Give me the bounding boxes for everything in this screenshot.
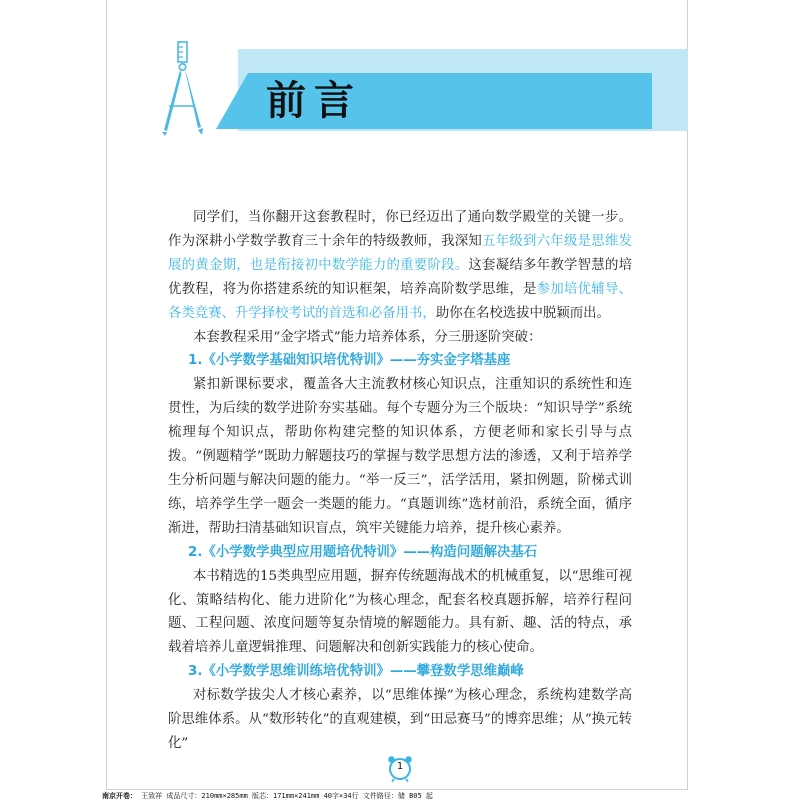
preface-body — [168, 206, 632, 756]
section-heading-1: 1.《小学数学基础知识培优特训》——夯实金字塔基座 — [188, 353, 511, 369]
intro-text-1: 同学们，当你翻开这套教程时，你已经迈出了通向数学殿堂的关键一步。作为深耕小学数学教育三十余年的特级教师，我深知 — [168, 210, 632, 249]
page-title: 前言 — [266, 77, 362, 124]
compass-ruler-icon — [158, 40, 214, 136]
intro-text-2: 这套凝结多年教学智慧的培优教程，将为你搭建系统的知识框架，培养高阶数学思维，是 — [168, 257, 632, 297]
section-heading-3: 3.《小学数学思维训练培优特训》——攀登数学思维巅峰 — [188, 664, 524, 680]
system-paragraph: 本套教程采用“金字塔式”能力培养体系，分三册逐阶突破： — [193, 329, 542, 345]
section-text-3: 对标数学拔尖人才核心素养，以“思维体操”为核心理念，系统构建数学高阶思维体系。从“数形转化”的直观建模，到“田忌赛马”的博弈思维；从“换元转化” — [168, 688, 632, 751]
intro-paragraph — [168, 206, 632, 326]
section-text-2: 本书精选的15类典型应用题，摒弃传统题海战术的机械重复，以“思维可视化、策略结构化、能力进阶化”为核心理念，配套名校真题拆解，培养行程问题、工程问题、浓度问题等复杂情境的解题能力。具有新、趣、活的特点，承载着培养儿童逻辑推理、问题解决和创新实践能力的核心使命。 — [168, 568, 632, 656]
section-text-1: 紧扣新课标要求，覆盖各大主流教材核心知识点，注重知识的系统性和连贯性，为后续的数学进阶夯实基础。每个专题分为三个版块：“知识导学”系统梳理每个知识点，帮助你构建完整的知识体系，方便老师和家长引导与点拨。“例题精学”既助力解题技巧的掌握与数学思想方法的渗透，又利于培养学生分析问题与解决问题的能力。“举一反三”，活学活用，紧扣例题，阶梯式训练，培养学生学一题会一类题的能力。“真题训练”选材前沿，系统全面，循序渐进，帮助扫清基础知识盲点，筑牢关键能力培养，提升核心素养。 — [168, 377, 632, 536]
page-number-badge — [386, 754, 414, 782]
footer-label: 南京开卷： — [102, 792, 137, 800]
page-number: 1 — [396, 761, 404, 772]
intro-highlight-1: 五年级到六年级是思维发展的黄金期，也是衔接初中数学能力的重要阶段。 — [168, 233, 633, 273]
section-heading-2: 2.《小学数学典型应用题培优特训》——构造问题解决基石 — [188, 544, 538, 560]
footer-info: 王致祥 成品尺寸：210mm×285mm 版芯：171mm×241mm 40字×34行 文件路径：储 B05 起 — [141, 792, 433, 800]
intro-highlight-2: 参加培优辅导、各类竞赛、升学择校考试的首选和必备用书， — [168, 281, 633, 321]
intro-text-3: 助你在名校选拔中脱颖而出。 — [435, 305, 610, 321]
